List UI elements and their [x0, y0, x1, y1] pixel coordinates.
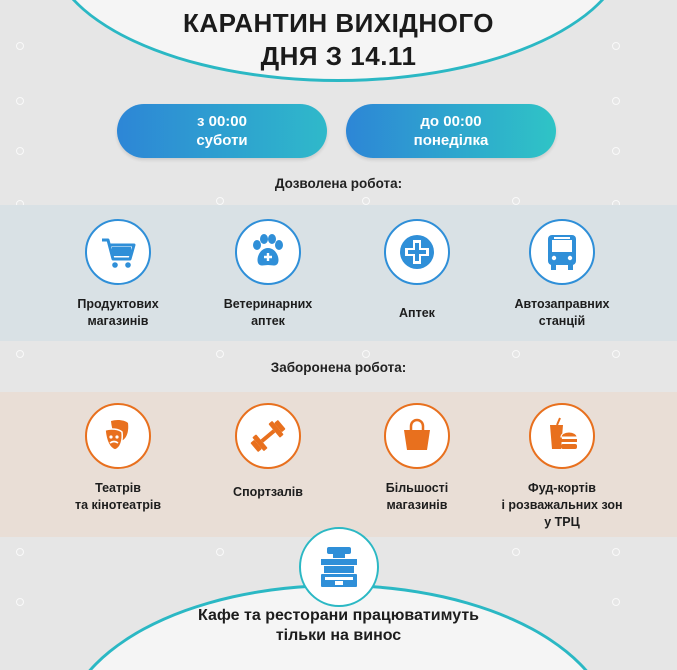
forbidden-item-theaters-line-1: Театрів [95, 481, 141, 495]
allowed-item-vet-line-1: Ветеринарних [223, 297, 313, 311]
allowed-item-gas-station [492, 296, 632, 330]
allowed-item-grocery-line-2: магазинів [87, 314, 149, 328]
dumbbell-icon [235, 403, 301, 469]
medical-cross-icon [384, 219, 450, 285]
footer-text-line-1: Кафе та ресторани працюватимуть [198, 607, 479, 624]
allowed-item-grocery [48, 296, 188, 330]
forbidden-item-shops [347, 480, 487, 514]
page-title-line-1: КАРАНТИН ВИХІДНОГО [183, 8, 494, 38]
page-title-line-2: ДНЯ З 14.11 [260, 41, 417, 71]
allowed-item-vet [198, 296, 338, 330]
allowed-label: Дозволена робота: [274, 176, 403, 191]
forbidden-item-gyms-line-1: Спортзалів [233, 485, 303, 499]
allowed-item-pharmacy-line-1: Аптек [399, 306, 435, 320]
forbidden-item-theaters-line-2: та кінотеатрів [74, 498, 162, 512]
end-time: до 00:00 [420, 113, 482, 130]
allowed-item-pharmacy [347, 305, 487, 322]
allowed-item-gas-station-line-1: Автозаправних [514, 297, 610, 311]
footer-text-line-2: тільки на винос [275, 627, 402, 644]
fast-food-icon [529, 403, 595, 469]
forbidden-item-food-courts [492, 480, 632, 531]
start-day: суботи [196, 132, 248, 149]
forbidden-label: Заборонена робота: [270, 360, 407, 375]
shopping-bag-icon [384, 403, 450, 469]
end-time-pill [346, 104, 556, 158]
bus-icon [529, 219, 595, 285]
allowed-item-grocery-line-1: Продуктових [77, 297, 159, 311]
forbidden-item-gyms [198, 484, 338, 501]
allowed-item-vet-line-2: аптек [251, 314, 285, 328]
forbidden-item-food-courts-line-3: у ТРЦ [544, 515, 580, 529]
theater-masks-icon [85, 403, 151, 469]
shopping-cart-icon [85, 219, 151, 285]
allowed-item-gas-station-line-2: станцій [538, 314, 586, 328]
takeaway-box-icon [299, 527, 379, 607]
start-time: з 00:00 [197, 113, 247, 130]
forbidden-item-shops-line-2: магазинів [386, 498, 448, 512]
forbidden-item-theaters [48, 480, 188, 514]
forbidden-item-food-courts-line-2: і розважальних зон [501, 498, 623, 512]
forbidden-item-food-courts-line-1: Фуд-кортів [528, 481, 596, 495]
end-day: понеділка [413, 132, 489, 149]
paw-icon [235, 219, 301, 285]
forbidden-item-shops-line-1: Більшості [385, 481, 449, 495]
start-time-pill [117, 104, 327, 158]
